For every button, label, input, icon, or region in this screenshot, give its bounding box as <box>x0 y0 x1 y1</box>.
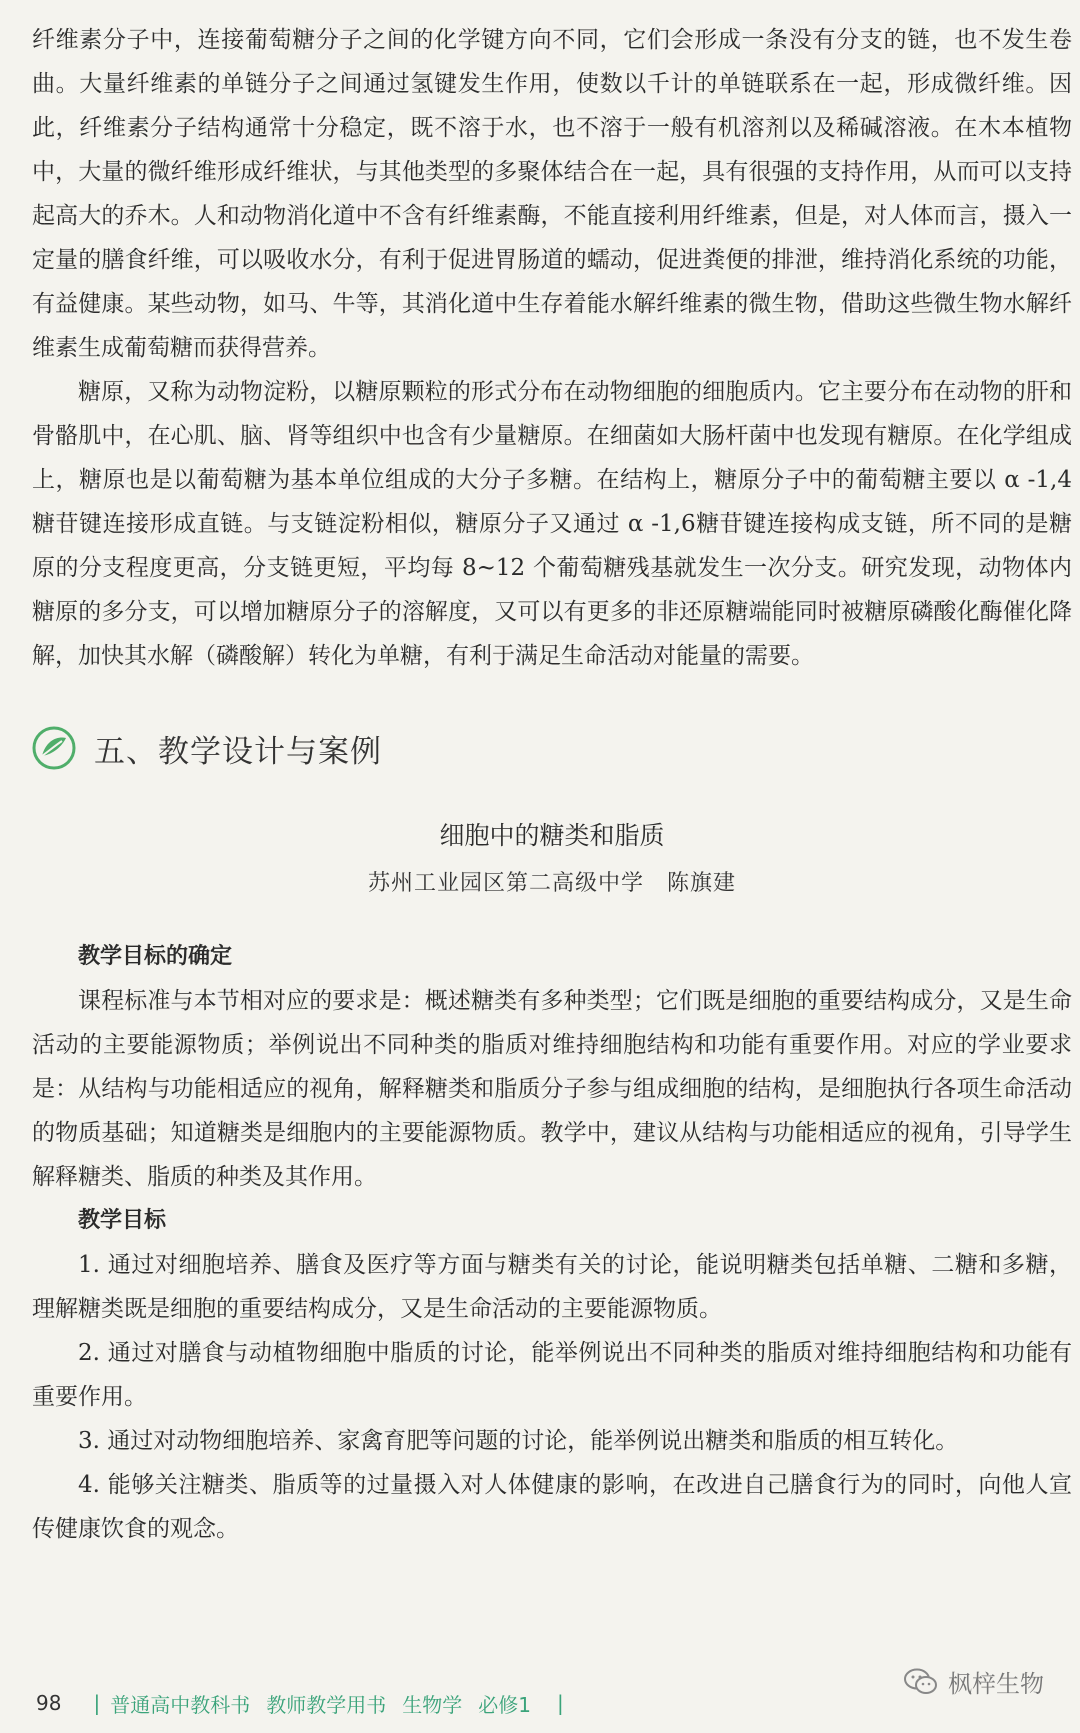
objective-item: 3. 通过对动物细胞培养、家禽育肥等问题的讨论，能举例说出糖类和脂质的相互转化。 <box>78 1428 959 1454</box>
goal-heading: 教学目标的确定 <box>78 944 233 969</box>
page-content <box>32 18 1072 1551</box>
page-footer <box>36 1683 1056 1723</box>
page-number: 98 <box>36 1691 62 1715</box>
objective-item: 2. 通过对膳食与动植物细胞中脂质的讨论，能举例说出不同种类的脂质对维持细胞结构和功能有重要作用。 <box>32 1340 1072 1410</box>
section-title: 五、教学设计与案例 <box>94 733 382 770</box>
body-paragraph-cellulose: 纤维素分子中，连接葡萄糖分子之间的化学键方向不同，它们会形成一条没有分支的链，也不发生卷曲。大量纤维素的单链分子之间通过氢键发生作用，使数以千计的单链联系在一起，形成微纤维。因此，纤维素分子结构通常十分稳定，既不溶于水，也不溶于一般有机溶剂以及稀碱溶液。在木本植物中，大量的微纤维形成纤维状，与其他类型的多聚体结合在一起，具有很强的支持作用，从而可以支持起高大的乔木。人和动物消化道中不含有纤维素酶，不能直接利用纤维素，但是，对人体而言，摄入一定量的膳食纤维，可以吸收水分，有利于促进胃肠道的蠕动，促进粪便的排泄，维持消化系统的功能，有益健康。某些动物，如马、牛等，其消化道中生存着能水解纤维素的微生物，借助这些微生物水解纤维素生成葡萄糖而获得营养。 <box>32 27 1072 361</box>
article-author: 苏州工业园区第二高级中学 陈旗建 <box>367 871 736 896</box>
objective-item: 4. 能够关注糖类、脂质等的过量摄入对人体健康的影响，在改进自己膳食行为的同时，向他人宣传健康饮食的观念。 <box>32 1472 1072 1542</box>
goal-paragraph: 课程标准与本节相对应的要求是：概述糖类有多种类型；它们既是细胞的重要结构成分，又是生命活动的主要能源物质；举例说出不同种类的脂质对维持细胞结构和功能有重要作用。对应的学业要求是：从结构与功能相适应的视角，解释糖类和脂质分子参与组成细胞的结构，是细胞执行各项生命活动的物质基础；知道糖类是细胞内的主要能源物质。教学中，建议从结构与功能相适应的视角，引导学生解释糖类、脂质的种类及其作用。 <box>32 988 1072 1190</box>
wechat-icon <box>904 1668 938 1696</box>
footer-book-series: 普通高中教科书 <box>110 1692 251 1717</box>
footer-book-type: 教师教学用书 <box>266 1692 387 1717</box>
objective-item: 1. 通过对细胞培养、膳食及医疗等方面与糖类有关的讨论，能说明糖类包括单糖、二糖和多糖，理解糖类既是细胞的重要结构成分，又是生命活动的主要能源物质。 <box>32 1252 1072 1322</box>
footer-separator: | <box>556 1691 564 1715</box>
body-paragraph-glycogen: 糖原，又称为动物淀粉，以糖原颗粒的形式分布在动物细胞的细胞质内。它主要分布在动物的肝和骨骼肌中，在心肌、脑、肾等组织中也含有少量糖原。在细菌如大肠杆菌中也发现有糖原。在化学组成上，糖原也是以葡萄糖为基本单位组成的大分子多糖。在结构上，糖原分子中的葡萄糖主要以 α -1,4糖苷键连接形成直链。与支链淀粉相似，糖原分子又通过 α -1,6糖苷键连接构成支链，所不同的是糖原的分支程度更高，分支链更短，平均每 8~12 个葡萄糖残基就发生一次分支。研究发现，动物体内糖原的多分支，可以增加糖原分子的溶解度，又可以有更多的非还原糖端能同时被糖原磷酸化酶催化降解，加快其水解（磷酸解）转化为单糖，有利于满足生命活动对能量的需要。 <box>32 379 1072 669</box>
article-title: 细胞中的糖类和脂质 <box>439 821 665 850</box>
objectives-heading: 教学目标 <box>78 1208 167 1233</box>
watermark-text: 枫梓生物 <box>948 1670 1044 1698</box>
footer-volume: 必修1 <box>478 1692 531 1717</box>
footer-separator: | <box>93 1691 101 1715</box>
section-heading <box>32 720 1072 776</box>
watermark <box>904 1664 1044 1699</box>
footer-subject: 生物学 <box>402 1692 463 1717</box>
leaf-circle-icon <box>32 726 76 770</box>
